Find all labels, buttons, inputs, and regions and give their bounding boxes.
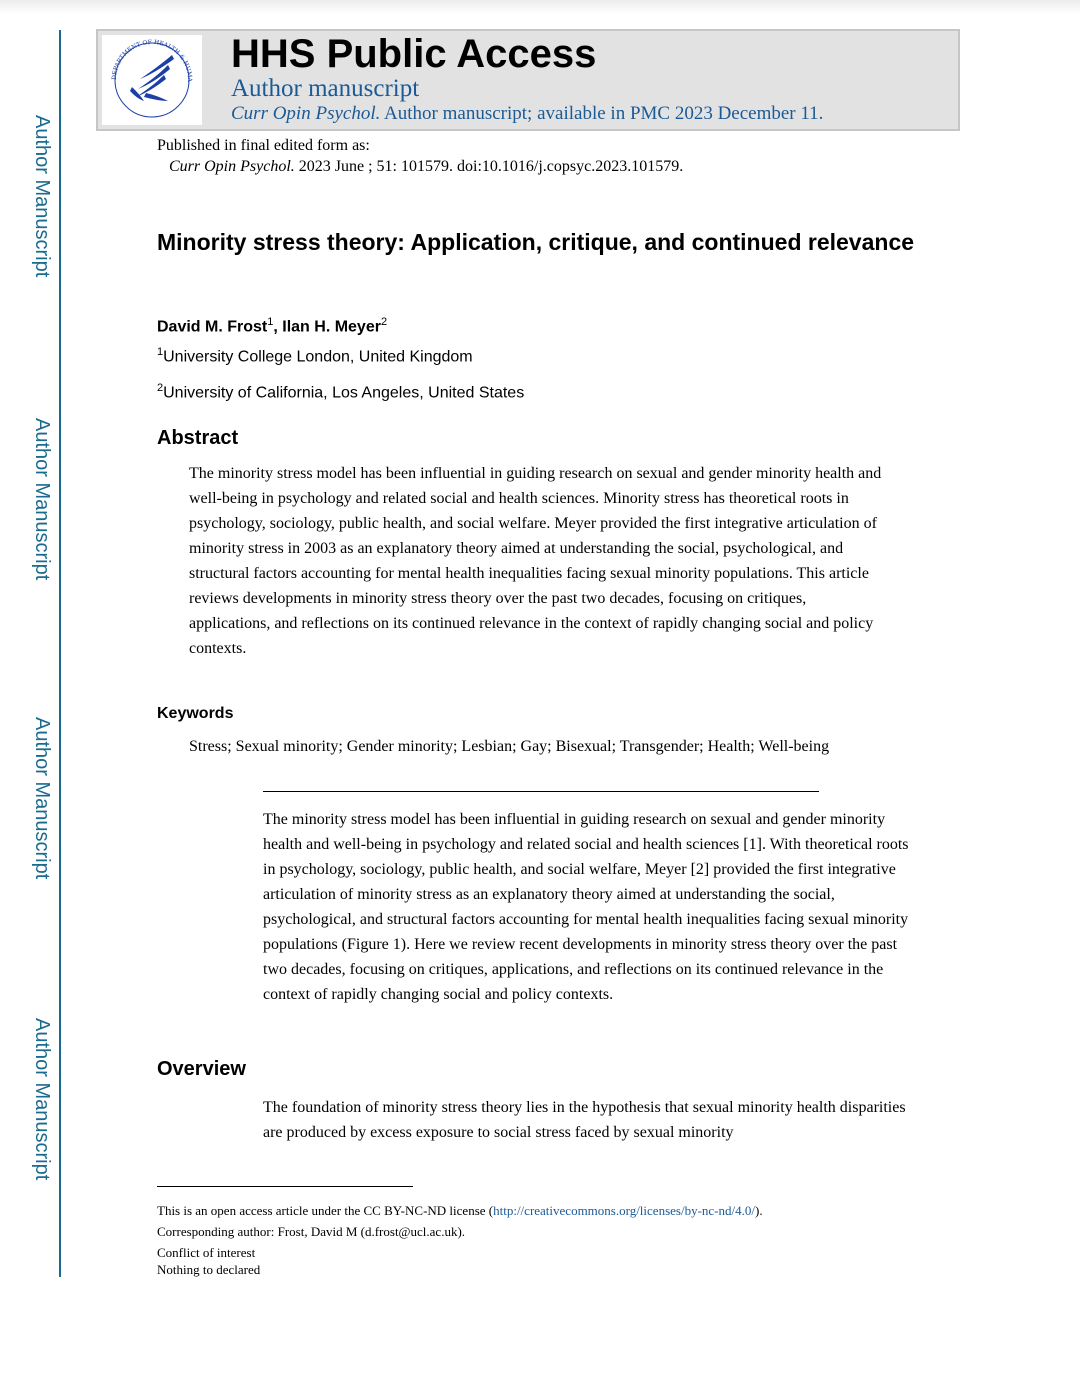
conflict-text: Nothing to declared: [157, 1262, 261, 1277]
overview-paragraph: The foundation of minority stress theory lies in the hypothesis that sexual minority health disparities are produced by excess exposure to social stress faced by sexual minority: [263, 1099, 906, 1141]
keywords-text: Stress; Sexual minority; Gender minority; Lesbian; Gay; Bisexual; Transgender; Health; Well-being: [189, 738, 830, 755]
license-link[interactable]: http://creativecommons.org/licenses/by-nc-nd/4.0/: [493, 1203, 755, 1218]
author-list: David M. Frost$^1$, Ilan H. Meyer$^2$: [157, 316, 388, 336]
published-label: Published in final edited form as:: [157, 137, 370, 154]
footnote-divider: [157, 1186, 413, 1187]
author-name: Ilan H. Meyer: [282, 318, 381, 336]
hhs-logo: [102, 35, 202, 125]
svg-text:DEPARTMENT OF HEALTH & HUMAN S: DEPARTMENT OF HEALTH & HUMA: [110, 38, 194, 83]
page-top-shadow: [0, 0, 1080, 14]
affiliation: $^2$University of California, Los Angeles, United States: [157, 382, 525, 402]
intro-paragraph: The minority stress model has been influential in guiding research on sexual and gender minority health and well-being in psychology and related social and health sciences [1]. With theoretical roots in psychology, sociology, public health, and social welfare, Meyer [2] provided the first integrative articulation of minority stress as an explanatory theory aimed at understanding the social, psychological, and structural factors accounting for mental health inequalities facing sexual minority populations (Figure 1). Here we review recent developments in minority stress theory over the past two decades, focusing on critiques, applications, and reflections on its continued relevance in the context of rapidly changing social and policy contexts.: [263, 811, 909, 1003]
conflict-heading: Conflict of interest: [157, 1245, 256, 1260]
corresponding-author: Corresponding author: Frost, David M (d.frost@ucl.ac.uk).: [157, 1224, 466, 1239]
keywords-heading: Keywords: [157, 705, 234, 722]
journal-name: Curr Opin Psychol.: [169, 158, 295, 175]
sidebar-rule: [59, 30, 61, 1277]
overview-heading: Overview: [157, 1058, 246, 1080]
hhs-subtitle: Author manuscript: [231, 75, 420, 102]
abstract-heading: Abstract: [157, 427, 239, 449]
article-title: Minority stress theory: Application, critique, and continued relevance: [157, 229, 915, 255]
hhs-header: [96, 29, 960, 131]
hhs-title: HHS Public Access: [231, 32, 597, 76]
license-note: This is an open access article under the CC BY-NC-ND license (http://creativecommons.org/licenses/by-nc-nd/4.0/).: [157, 1203, 763, 1218]
journal-name: Curr Opin Psychol.: [231, 103, 381, 124]
hhs-eagle-icon: [102, 35, 202, 125]
author-name: David M. Frost: [157, 318, 268, 336]
section-divider: [263, 791, 819, 792]
affiliation: $^1$University College London, United Kingdom: [157, 346, 473, 366]
citation: Curr Opin Psychol. 2023 June ; 51: 101579. doi:10.1016/j.copsyc.2023.101579.: [169, 158, 684, 175]
abstract-text: The minority stress model has been influential in guiding research on sexual and gender minority health and well-being in psychology and related social and health sciences. Minority stress has theoretical roots in psychology, sociology, public health, and social welfare. Meyer provided the first integrative articulation of minority stress in 2003 as an explanatory theory aimed at understanding the social, psychological, and structural factors accounting for mental health inequalities facing sexual minority populations. This article reviews developments in minority stress theory over the past two decades, focusing on critiques, applications, and reflections on its continued relevance in the context of rapidly changing social and policy contexts.: [189, 465, 882, 657]
hhs-availability: Curr Opin Psychol. Author manuscript; available in PMC 2023 December 11.: [231, 103, 824, 124]
